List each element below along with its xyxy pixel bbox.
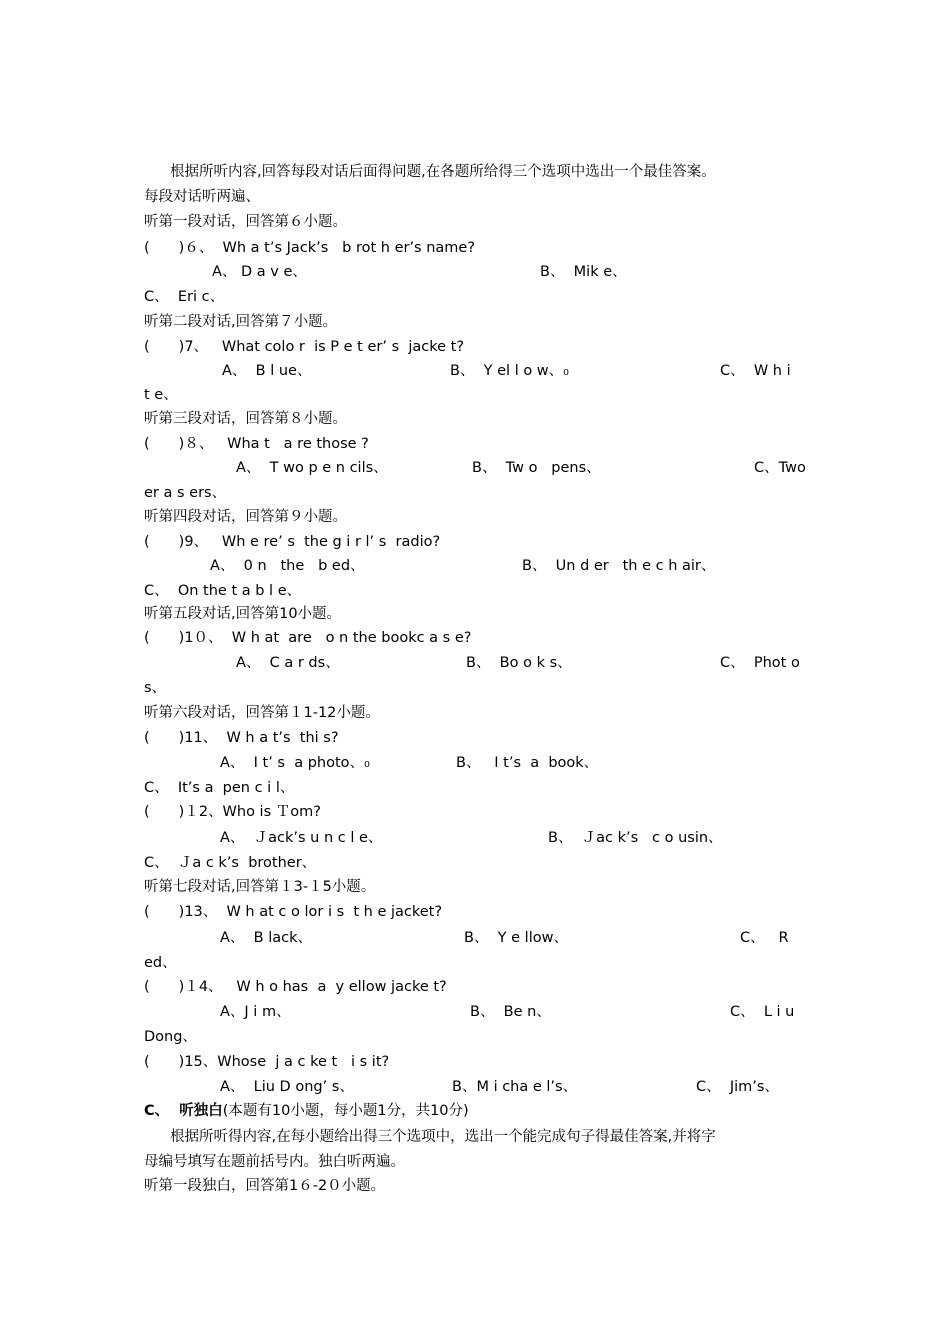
option-a: A、 C a r ds、 (236, 655, 340, 671)
part-c-label: C、 听独白 (144, 1103, 223, 1119)
section-header: 听第六段对话，回答第１1-12小题。 (144, 705, 380, 721)
option-a: A、 B l ue、 (222, 363, 312, 379)
section-header: 听第四段对话，回答第９小题。 (144, 509, 347, 525)
option-a: A、 D a v e、 (212, 264, 307, 280)
option-c: C、 Ｊa c k’s brother、 (144, 855, 317, 871)
option-c: C、 R (740, 930, 789, 946)
option-a: A、 T wo p e n cils、 (236, 460, 388, 476)
option-c: C、 Eri c、 (144, 289, 225, 305)
question-stem: ( )1０、 W h at are o n the bookc a s e? (144, 630, 472, 646)
section-header: 听第五段对话,回答第10小题。 (144, 606, 342, 622)
option-c-continued: Dong、 (144, 1029, 197, 1045)
instruction-line: 根据所听内容,回答每段对话后面得问题,在各题所给得三个选项中选出一个最佳答案。 (170, 164, 716, 180)
question-stem: ( )６、 Wh a t’s Jack’s b rot h er’s name? (144, 240, 476, 256)
section-header: 听第三段对话，回答第８小题。 (144, 411, 347, 427)
option-c: C、 Phot o (720, 655, 800, 671)
part-c-heading (144, 1102, 469, 1120)
question-stem: ( )15、Whose j a c ke t i s it? (144, 1054, 390, 1070)
instruction-line: 母编号填写在题前括号内。独白听两遍。 (144, 1154, 405, 1170)
option-b: B、 I t’s a book、 (456, 755, 599, 771)
question-stem: ( )13、 W h at c o lor i s t h e jacket? (144, 904, 443, 920)
instruction-line: 每段对话听两遍、 (144, 189, 260, 205)
option-a: A、 I t’ s a photo、₀ (220, 755, 370, 771)
question-stem: ( )9、 Wh e re’ s the g i r l’ s radio? (144, 534, 441, 550)
option-a: A、 Ｊack’s u n c l e、 (220, 830, 383, 846)
section-header: 听第七段对话,回答第１3-１5小题。 (144, 879, 376, 895)
instruction-line: 根据所听得内容,在每小题给出得三个选项中，选出一个能完成句子得最佳答案,并将字 (170, 1129, 716, 1145)
option-a: A、 B lack、 (220, 930, 312, 946)
option-b: B、M i cha e l’s、 (452, 1079, 578, 1095)
option-c: C、 W h i (720, 363, 791, 379)
option-b: B、 Mik e、 (540, 264, 627, 280)
option-b: B、 Y el l o w、₀ (450, 363, 569, 379)
option-c: C、Two (754, 460, 806, 476)
option-a: A、 0 n the b ed、 (210, 558, 365, 574)
option-c: C、 It’s a pen c i l、 (144, 780, 295, 796)
option-b: B、 Ｊac k’s c o usin、 (548, 830, 723, 846)
option-c-continued: t e、 (144, 387, 178, 403)
part-c-note: (本题有10小题，每小题1分，共10分) (222, 1103, 469, 1119)
question-stem: ( )11、 W h a t’s thi s? (144, 730, 339, 746)
option-c-continued: er a s ers、 (144, 485, 227, 501)
option-b: B、 Be n、 (470, 1004, 551, 1020)
option-b: B、 Bo o k s、 (466, 655, 572, 671)
option-c: C、 Jim’s、 (696, 1079, 779, 1095)
question-stem: ( )８、 Wha t a re those ? (144, 436, 369, 452)
option-a: A、J i m、 (220, 1004, 291, 1020)
option-b: B、 Tw o pens、 (472, 460, 601, 476)
section-header: 听第二段对话,回答第７小题。 (144, 314, 338, 330)
question-stem: ( )7、 What colo r is P e t er’ s jacke t? (144, 339, 465, 355)
option-c-continued: ed、 (144, 955, 177, 971)
question-stem: ( )１2、Who is Ｔom? (144, 804, 321, 820)
option-b: B、 Y e llow、 (464, 930, 568, 946)
question-stem: ( )１4、 W h o has a y ellow jacke t? (144, 979, 447, 995)
section-header: 听第一段独白，回答第1６-2０小题。 (144, 1178, 386, 1194)
option-b: B、 Un d er th e c h air、 (522, 558, 716, 574)
option-c-continued: s、 (144, 680, 167, 696)
section-header: 听第一段对话，回答第６小题。 (144, 214, 347, 230)
option-c: C、 On the t a b l e、 (144, 583, 302, 599)
option-a: A、 Liu D ong’ s、 (220, 1079, 354, 1095)
option-c: C、 L i u (730, 1004, 795, 1020)
